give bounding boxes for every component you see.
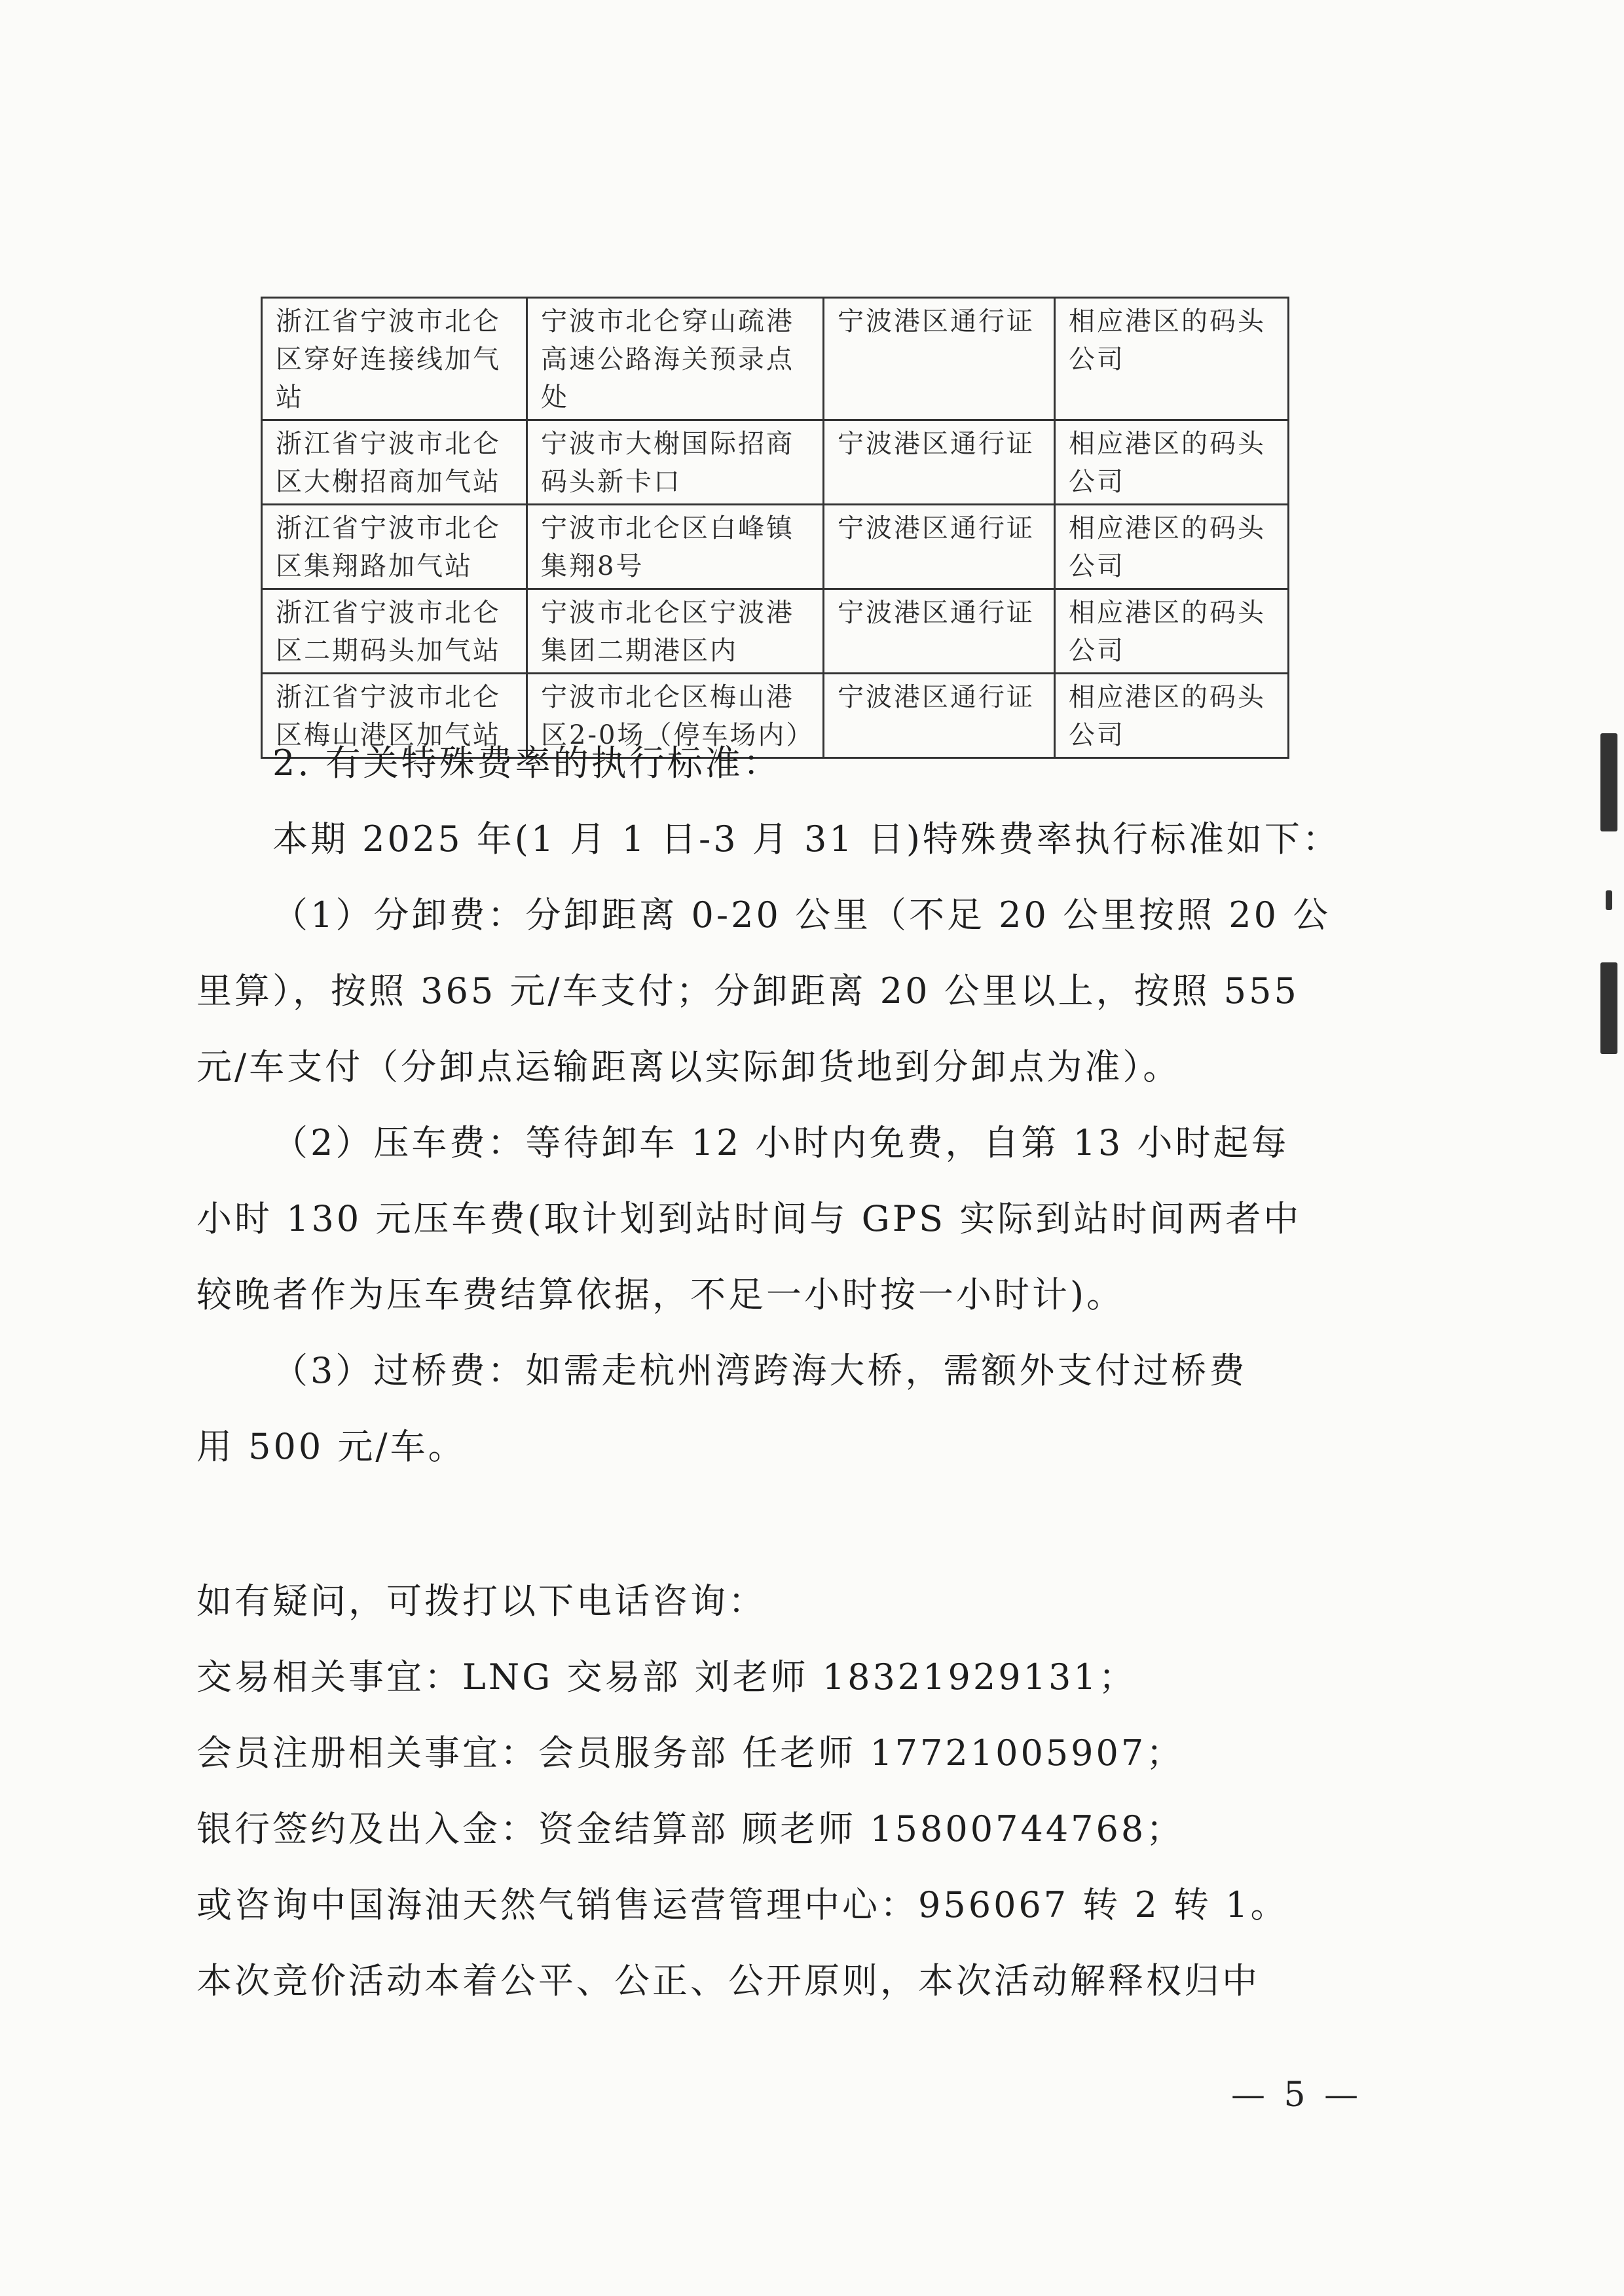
page-number: — 5 — [1231, 2075, 1363, 2115]
table-cell-station: 浙江省宁波市北仑区穿好连接线加气站 [262, 298, 527, 420]
table-cell-station: 浙江省宁波市北仑区大榭招商加气站 [262, 420, 527, 505]
fee-item-1-line-2: 里算），按照 365 元/车支付；分卸距离 20 公里以上，按照 555 [196, 970, 1299, 1011]
table-row [262, 505, 1289, 589]
table-cell-authority: 相应港区的码头公司 [1055, 674, 1289, 758]
closing-statement: 本次竞价活动本着公平、公正、公开原则，本次活动解释权归中 [196, 1960, 1260, 2001]
fee-item-2-line-1: （2）压车费：等待卸车 12 小时内免费，自第 13 小时起每 [272, 1122, 1289, 1163]
table-cell-authority: 相应港区的码头公司 [1055, 298, 1289, 420]
contact-bank: 银行签约及出入金：资金结算部 顾老师 15800744768； [196, 1808, 1185, 1850]
table-cell-authority: 相应港区的码头公司 [1055, 420, 1289, 505]
fee-item-1-line-1: （1）分卸费：分卸距离 0-20 公里（不足 20 公里按照 20 公 [272, 894, 1331, 936]
table-cell-pass: 宁波港区通行证 [824, 674, 1055, 758]
table-row [262, 420, 1289, 505]
table-cell-location: 宁波市大榭国际招商码头新卡口 [527, 420, 824, 505]
station-table [261, 297, 1289, 759]
table-cell-authority: 相应港区的码头公司 [1055, 505, 1289, 589]
section-heading: 2. 有关特殊费率的执行标准： [272, 742, 781, 784]
fee-item-2-line-2: 小时 130 元压车费(取计划到站时间与 GPS 实际到站时间两者中 [196, 1198, 1302, 1239]
contact-intro: 如有疑问，可拨打以下电话咨询： [196, 1580, 766, 1622]
fee-item-2-line-3: 较晚者作为压车费结算依据，不足一小时按一小时计)。 [196, 1274, 1125, 1315]
contact-member: 会员注册相关事宜：会员服务部 任老师 17721005907； [196, 1732, 1185, 1774]
contact-trade: 交易相关事宜：LNG 交易部 刘老师 18321929131； [196, 1656, 1137, 1698]
table-cell-station: 浙江省宁波市北仑区梅山港区加气站 [262, 674, 527, 758]
seal-fragment [1598, 720, 1624, 1061]
table-cell-pass: 宁波港区通行证 [824, 298, 1055, 420]
section-intro: 本期 2025 年(1 月 1 日-3 月 31 日)特殊费率执行标准如下： [272, 818, 1340, 860]
table-cell-station: 浙江省宁波市北仑区集翔路加气站 [262, 505, 527, 589]
table-cell-location: 宁波市北仑区梅山港区2-0场（停车场内） [527, 674, 824, 758]
table-row [262, 298, 1289, 420]
table-cell-pass: 宁波港区通行证 [824, 420, 1055, 505]
fee-item-1-line-3: 元/车支付（分卸点运输距离以实际卸货地到分卸点为准）。 [196, 1046, 1181, 1087]
table-cell-pass: 宁波港区通行证 [824, 589, 1055, 674]
table-row [262, 589, 1289, 674]
contact-hotline: 或咨询中国海油天然气销售运营管理中心：956067 转 2 转 1。 [196, 1884, 1289, 1925]
table-cell-authority: 相应港区的码头公司 [1055, 589, 1289, 674]
fee-item-3-line-1: （3）过桥费：如需走杭州湾跨海大桥，需额外支付过桥费 [272, 1350, 1247, 1391]
table-cell-location: 宁波市北仑区宁波港集团二期港区内 [527, 589, 824, 674]
table-cell-location: 宁波市北仑穿山疏港高速公路海关预录点处 [527, 298, 824, 420]
fee-item-3-line-2: 用 500 元/车。 [196, 1426, 466, 1467]
table-cell-location: 宁波市北仑区白峰镇集翔8号 [527, 505, 824, 589]
table-cell-station: 浙江省宁波市北仑区二期码头加气站 [262, 589, 527, 674]
table-cell-pass: 宁波港区通行证 [824, 505, 1055, 589]
